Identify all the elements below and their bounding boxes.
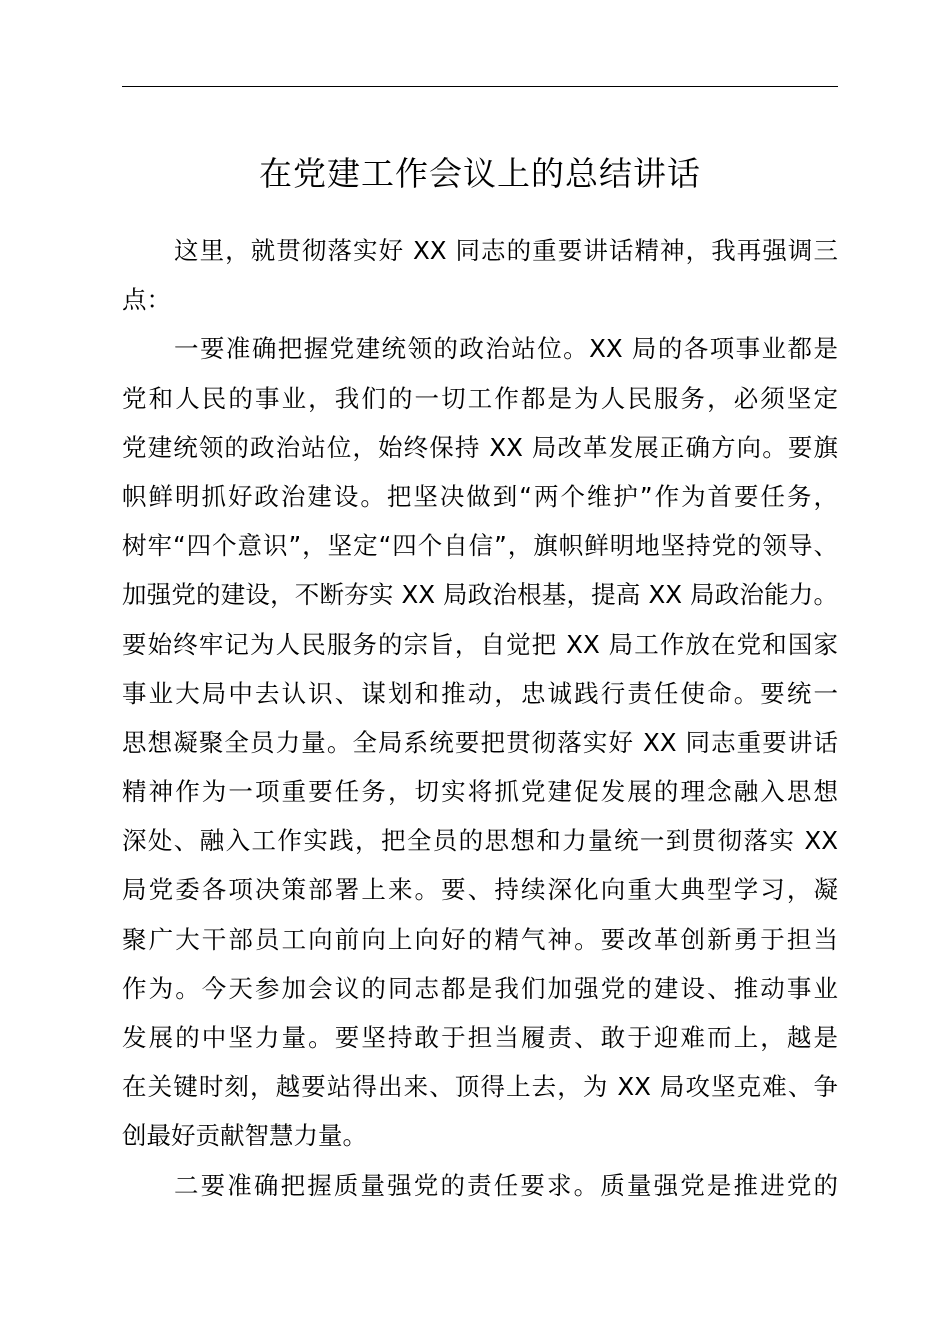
body-line: 树牢“四个意识”，坚定“四个自信”，旗帜鲜明地坚持党的领导、 [122,531,838,561]
paragraph-point-two [122,1161,838,1210]
body-line: 一要准确把握党建统领的政治站位。XX 局的各项事业都是 [174,334,838,364]
body-line: 事业大局中去认识、谋划和推动，忠诚践行责任使命。要统一 [122,678,838,708]
body-line: 发展的中坚力量。要坚持敢于担当履责、敢于迎难而上，越是 [122,1023,838,1052]
body-line: 党和人民的事业，我们的一切工作都是为人民服务，必须坚定 [122,383,838,413]
body-line: 要始终牢记为人民服务的宗旨，自觉把 XX 局工作放在党和国家 [122,629,838,659]
document-title: 在党建工作会议上的总结讲话 [259,154,701,193]
body-line: 聚广大干部员工向前向上向好的精气神。要改革创新勇于担当 [122,924,838,954]
body-line: 党建统领的政治站位，始终保持 XX 局改革发展正确方向。要旗 [122,432,838,462]
body-line: 帜鲜明抓好政治建设。把坚决做到“两个维护”作为首要任务， [122,481,838,511]
body-line: 深处、融入工作实践，把全员的思想和力量统一到贯彻落实 XX [122,826,838,856]
body-line: 精神作为一项重要任务，切实将抓党建促发展的理念融入思想 [122,777,838,807]
paragraph-intro [122,226,838,324]
body-line: 作为。今天参加会议的同志都是我们加强党的建设、推动事业 [122,973,838,1003]
body-line: 在关键时刻，越要站得出来、顶得上去，为 XX 局攻坚克难、争 [122,1072,838,1102]
body-line: 二要准确把握质量强党的责任要求。质量强党是推进党的 [174,1170,838,1200]
paragraph-point-one [122,324,838,1160]
body-line: 加强党的建设，不断夯实 XX 局政治根基，提高 XX 局政治能力。 [122,580,838,610]
body-line: 这里，就贯彻落实好 XX 同志的重要讲话精神，我再强调三 [174,236,838,265]
header-rule [122,86,838,87]
body-line: 局党委各项决策部署上来。要、持续深化向重大典型学习，凝 [122,875,838,905]
body-line: 创最好贡献智慧力量。 [122,1121,367,1151]
body-line: 思想凝聚全员力量。全局系统要把贯彻落实好 XX 同志重要讲话 [122,727,838,757]
document-body [122,226,838,1210]
body-line: 点： [122,285,171,315]
